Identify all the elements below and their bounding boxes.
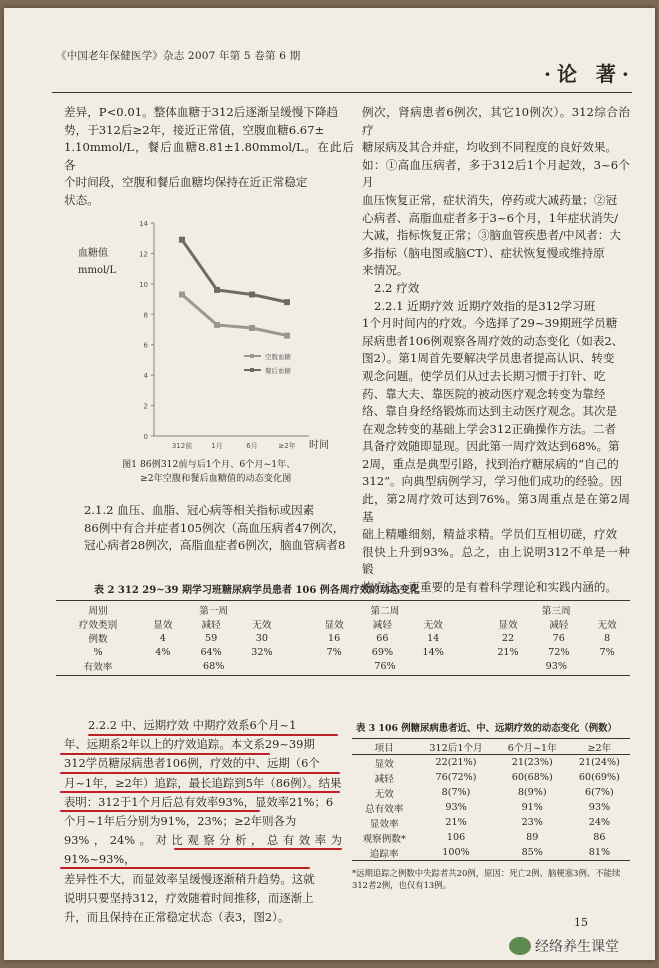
series-line xyxy=(182,295,287,336)
table-cell: 减轻 xyxy=(201,620,221,631)
table-rule xyxy=(56,675,630,676)
x-tick-label: 312前 xyxy=(171,442,193,450)
text-line: 糖尿病及其合并症，均收到不同程度的良好效果。 xyxy=(362,140,618,155)
table-row xyxy=(352,830,630,845)
red-underline xyxy=(60,791,340,793)
text-line: 势，于312后≥2年，接近正常值，空腹血糖6.67± xyxy=(64,122,325,137)
caption-line2: ≥2年空腹和餐后血糖值的动态变化图 xyxy=(140,473,292,484)
table-cell: 100% xyxy=(442,847,470,858)
right-column-paragraph xyxy=(362,104,630,597)
table-cell: 无效 xyxy=(252,620,272,631)
legend-label: 餐后血糖 xyxy=(265,367,291,375)
y-tick-label: 2 xyxy=(143,402,148,411)
table-cell: 66 xyxy=(376,632,389,644)
table-cell: 显效 xyxy=(498,620,518,631)
left-top-paragraph xyxy=(64,104,354,210)
table-cell: 7% xyxy=(326,646,342,658)
table-row xyxy=(56,603,630,617)
section-label: ·论 著· xyxy=(544,62,635,86)
table-cell: 89 xyxy=(526,832,539,843)
text-line: 础上精雕细刻，精益求精。学员们互相切磋，疗效 xyxy=(362,527,618,542)
table-header-cell: 312后1个月 xyxy=(429,742,483,754)
table-cell: 69% xyxy=(371,646,394,658)
table-cell: 显效 xyxy=(153,620,173,631)
data-point xyxy=(179,292,185,298)
table3-grid xyxy=(352,739,630,860)
table-cell: % xyxy=(93,646,103,658)
legend-label: 空腹血糖 xyxy=(265,353,291,361)
data-point xyxy=(249,292,255,298)
table-cell: 有效率 xyxy=(83,662,113,673)
journal-page xyxy=(4,8,655,960)
table-cell: 8 xyxy=(604,632,611,644)
text-line: 86例中有合并症者105例次（高血压病者47例次， xyxy=(84,520,345,535)
header-rule xyxy=(52,92,632,93)
table-cell: 21% xyxy=(445,817,467,828)
table-cell: 21(23%) xyxy=(511,757,553,768)
y-tick-label: 8 xyxy=(143,311,148,320)
table-row xyxy=(352,800,630,815)
text-line: 月~1年，≥2年）追踪，最长追踪到5年（86例）。结果 xyxy=(64,775,342,790)
text-line: 图2）。第1周首先要解决学员患者提高认识、转变 xyxy=(362,351,615,366)
section-heading: 2.2.2 中、远期疗效 中期疗效系6个月~1 xyxy=(88,718,297,732)
text-line: 炼方法，更重要的是有着科学理论和实践内涵的。 xyxy=(362,580,618,595)
text-line: 个月~1年后分别为91%，23%；≥2年则各为 xyxy=(64,814,297,829)
data-point xyxy=(214,322,220,328)
table-row xyxy=(56,631,630,645)
text-line: 很快上升到93%。总之，由上说明312不单是一种锻 xyxy=(362,544,630,577)
table-row xyxy=(352,845,630,860)
red-underline xyxy=(60,753,270,755)
table-row xyxy=(56,617,630,631)
table-cell: 疗效类别 xyxy=(78,620,118,631)
text-line: 观念问题。使学员们从过去长期习惯于打针、吃 xyxy=(362,368,606,383)
table-cell: 93% xyxy=(545,660,567,672)
table-cell: 60(69%) xyxy=(578,772,620,783)
data-point xyxy=(249,325,255,331)
table-cell: 显效 xyxy=(324,620,344,631)
table-cell: 6(7%) xyxy=(584,787,614,798)
table-row xyxy=(56,659,630,673)
table-cell: 93% xyxy=(588,802,611,813)
table-header-cell: ≥2年 xyxy=(587,742,612,754)
text-line: 心病者、高脂血症者多于3~6个月，1年症状消失/ xyxy=(362,210,619,225)
table-cell: 76% xyxy=(374,660,396,672)
y-tick-label: 12 xyxy=(139,250,148,259)
text-line: 具备疗效随即显现。因此第一周疗效达到68%。第 xyxy=(362,439,620,454)
text-line: 年、远期系2年以上的疗效追踪。本文系29~39期 xyxy=(64,737,315,752)
table-row xyxy=(352,755,630,770)
text-line: 如：①高血压病者，多于312后1个月起效，3~6个月 xyxy=(362,157,630,190)
text-line: 93%，24%。对比观察分析，总有效率为91%~93%， xyxy=(64,833,342,867)
table-cell: 21(24%) xyxy=(578,757,620,768)
text-line: 个时间段，空腹和餐后血糖均保持在近正常稳定 xyxy=(64,175,308,190)
text-line: 说明只要坚持312，疗效随着时间推移，而逐渐上 xyxy=(64,890,314,905)
table-cell: 第一周 xyxy=(199,606,229,617)
table3-title: 表 3 106 例糖尿病患者近、中、远期疗效的动态变化（例数） xyxy=(356,723,617,734)
y-axis-title-line2: mmol/L xyxy=(78,265,117,276)
table-cell: 减轻 xyxy=(549,620,569,631)
table-cell: 22 xyxy=(501,632,515,644)
text-line: 药、靠大夫、靠医院的被动医疗观念转变为靠经 xyxy=(362,386,606,401)
table3 xyxy=(352,738,630,891)
table-rule xyxy=(56,600,630,601)
table-cell: 60(68%) xyxy=(511,772,553,783)
table3-footnote: *远期追踪之例数中失踪者共20例，原因：死亡2例、脑梗塞3例、不能续312者2例，也仅有13例。 xyxy=(352,868,621,890)
text-line: 312”。向典型病例学习，学习他们成功的经验。因 xyxy=(362,474,622,489)
legend-marker xyxy=(250,368,254,372)
table-cell: 无效 xyxy=(374,788,394,800)
data-point xyxy=(179,237,185,243)
wechat-icon xyxy=(509,937,531,955)
text-line: 2.1.2 血压、血脂、冠心病等相关指标或因素 xyxy=(84,503,315,517)
y-tick-label: 0 xyxy=(143,433,148,441)
x-tick-label: 6月 xyxy=(246,442,258,450)
text-line: 差异性不大，而显效率呈缓慢逐渐稍升趋势。这就 xyxy=(64,871,315,886)
table-row xyxy=(56,645,630,659)
watermark xyxy=(509,936,619,956)
table-cell: 减轻 xyxy=(374,773,394,785)
red-underline xyxy=(60,867,310,869)
table-cell: 减轻 xyxy=(372,620,392,631)
table-cell: 22(21%) xyxy=(435,757,477,768)
table-cell: 无效 xyxy=(597,620,617,631)
table-cell: 91% xyxy=(521,802,543,813)
data-point xyxy=(284,333,290,339)
x-axis-title: 时间 xyxy=(309,440,329,451)
table-row xyxy=(352,770,630,785)
data-point xyxy=(214,287,220,293)
y-axis-title-line1: 血糖值 xyxy=(78,248,108,259)
table-row xyxy=(352,785,630,800)
table-cell: 23% xyxy=(521,817,543,828)
table-cell: 显效 xyxy=(374,758,394,770)
caption-line1: 图1 86例312前与后1个月、6个月~1年、 xyxy=(122,459,296,470)
red-underline xyxy=(174,848,342,850)
text-line: 在观念转变的基础上学会312正确操作方法。二者 xyxy=(362,421,617,436)
table-cell: 第三周 xyxy=(541,606,571,617)
table-cell: 59 xyxy=(204,632,218,644)
table-cell: 8(9%) xyxy=(517,787,547,798)
y-tick-label: 14 xyxy=(139,220,148,228)
x-tick-label: ≥2年 xyxy=(278,442,296,450)
table-cell: 32% xyxy=(251,646,273,658)
table-cell: 追踪率 xyxy=(369,848,399,860)
table-cell: 无效 xyxy=(423,620,443,631)
text-line: 升，而且保持在正常稳定状态（表3，图2）。 xyxy=(64,910,290,925)
page-number: 15 xyxy=(574,916,588,929)
table-header-cell: 项目 xyxy=(374,742,394,754)
red-underline xyxy=(60,772,340,774)
section-heading: 2.2 疗效 xyxy=(374,280,420,295)
y-tick-label: 4 xyxy=(143,372,148,381)
table-cell: 7% xyxy=(599,646,615,658)
table2-grid xyxy=(56,603,630,673)
text-line: 络、靠自身经络锻炼而达到主动医疗观念。其次是 xyxy=(362,404,618,419)
text-line: 来情况。 xyxy=(362,263,409,278)
data-point xyxy=(284,299,290,305)
figure-caption xyxy=(122,458,362,486)
table-cell: 64% xyxy=(200,646,222,658)
text-line: 312学员糖尿病患者106例，疗效的中、远期（6个 xyxy=(64,756,320,771)
table-cell: 观察例数* xyxy=(362,833,406,845)
table-cell: 周别 xyxy=(88,606,108,617)
table-cell: 76(72%) xyxy=(435,772,477,783)
line-chart xyxy=(124,208,349,458)
left-final-paragraph xyxy=(64,716,342,927)
text-line: 大减，指标恢复正常；③脑血管疾患者/中风者：大 xyxy=(362,228,621,243)
x-tick-label: 1月 xyxy=(211,442,223,450)
table-cell: 第二周 xyxy=(370,606,400,617)
y-tick-label: 6 xyxy=(143,341,148,350)
red-underline xyxy=(60,810,260,812)
text-line: 2.2.1 近期疗效 近期疗效指的是312学习班 xyxy=(374,298,596,313)
table-cell: 8(7%) xyxy=(441,787,471,798)
text-line: 1个月时间内的疗效。今选择了29~39期班学员糖 xyxy=(362,316,618,331)
table-header-cell: 6个月~1年 xyxy=(507,742,557,754)
table-cell: 24% xyxy=(588,817,611,828)
table-cell: 14 xyxy=(427,632,440,644)
table-cell: 86 xyxy=(593,832,606,843)
text-line: 尿病患者106例观察各周疗效的动态变化（如表2、 xyxy=(362,333,624,348)
journal-header: 《中国老年保健医学》杂志 2007 年第 5 卷第 6 期 xyxy=(56,50,301,62)
watermark-text: 经络养生课堂 xyxy=(535,939,619,955)
table-cell: 总有效率 xyxy=(364,803,404,815)
series-line xyxy=(182,240,287,302)
left-bottom-paragraph xyxy=(84,502,354,555)
text-line: 1.10mmol/L，餐后血糖8.81±1.80mmol/L。在此后各 xyxy=(64,140,354,172)
text-line: 血压恢复正常，症状消失，停药或大减药量；②冠 xyxy=(362,192,618,207)
text-line: 此，第2周疗效可达到76%。第3周重点是在第2周基 xyxy=(362,492,630,524)
text-line: 表明：312于1个月后总有效率93%，显效率21%；6 xyxy=(64,794,334,809)
table-cell: 72% xyxy=(548,646,570,658)
table-cell: 4 xyxy=(159,632,166,644)
text-line: 差异，P<0.01。整体血糖于312后逐渐呈缓慢下降趋 xyxy=(64,105,339,119)
table-row xyxy=(352,815,630,830)
table2 xyxy=(56,600,630,676)
table-cell: 14% xyxy=(422,646,444,658)
y-tick-label: 10 xyxy=(139,280,148,289)
table-rule xyxy=(352,860,630,861)
table-cell: 21% xyxy=(497,646,519,658)
table-cell: 81% xyxy=(588,847,611,858)
table-cell: 76 xyxy=(552,632,565,644)
table-cell: 16 xyxy=(328,632,341,644)
table-cell: 68% xyxy=(202,660,225,672)
table-cell: 85% xyxy=(521,847,543,858)
table2-title: 表 2 312 29~39 期学习班糖尿病学员患者 106 例各周疗效的动态变化 xyxy=(94,585,420,596)
table-cell: 93% xyxy=(445,802,467,813)
table-header-row xyxy=(352,739,630,754)
table-cell: 例数 xyxy=(88,634,108,645)
legend-marker xyxy=(250,354,254,358)
y-axis-title xyxy=(78,244,116,276)
text-line: 多指标（脑电图或脑CT）、症状恢复慢或维持原 xyxy=(362,245,605,260)
text-line: 冠心病者28例次，高脂血症者6例次，脑血管病者8 xyxy=(84,538,346,553)
table-cell: 4% xyxy=(155,646,171,658)
table-cell: 30 xyxy=(255,632,268,644)
red-underline xyxy=(88,734,338,736)
text-line: 状态。 xyxy=(64,192,99,207)
table-cell: 106 xyxy=(446,832,466,843)
text-line: 2周，重点是典型引路，找到治疗糖尿病的“自己的 xyxy=(362,456,619,471)
text-line: 例次，肾病患者6例次，其它10例次）。312综合治疗 xyxy=(362,105,630,137)
table-cell: 显效率 xyxy=(369,818,399,830)
